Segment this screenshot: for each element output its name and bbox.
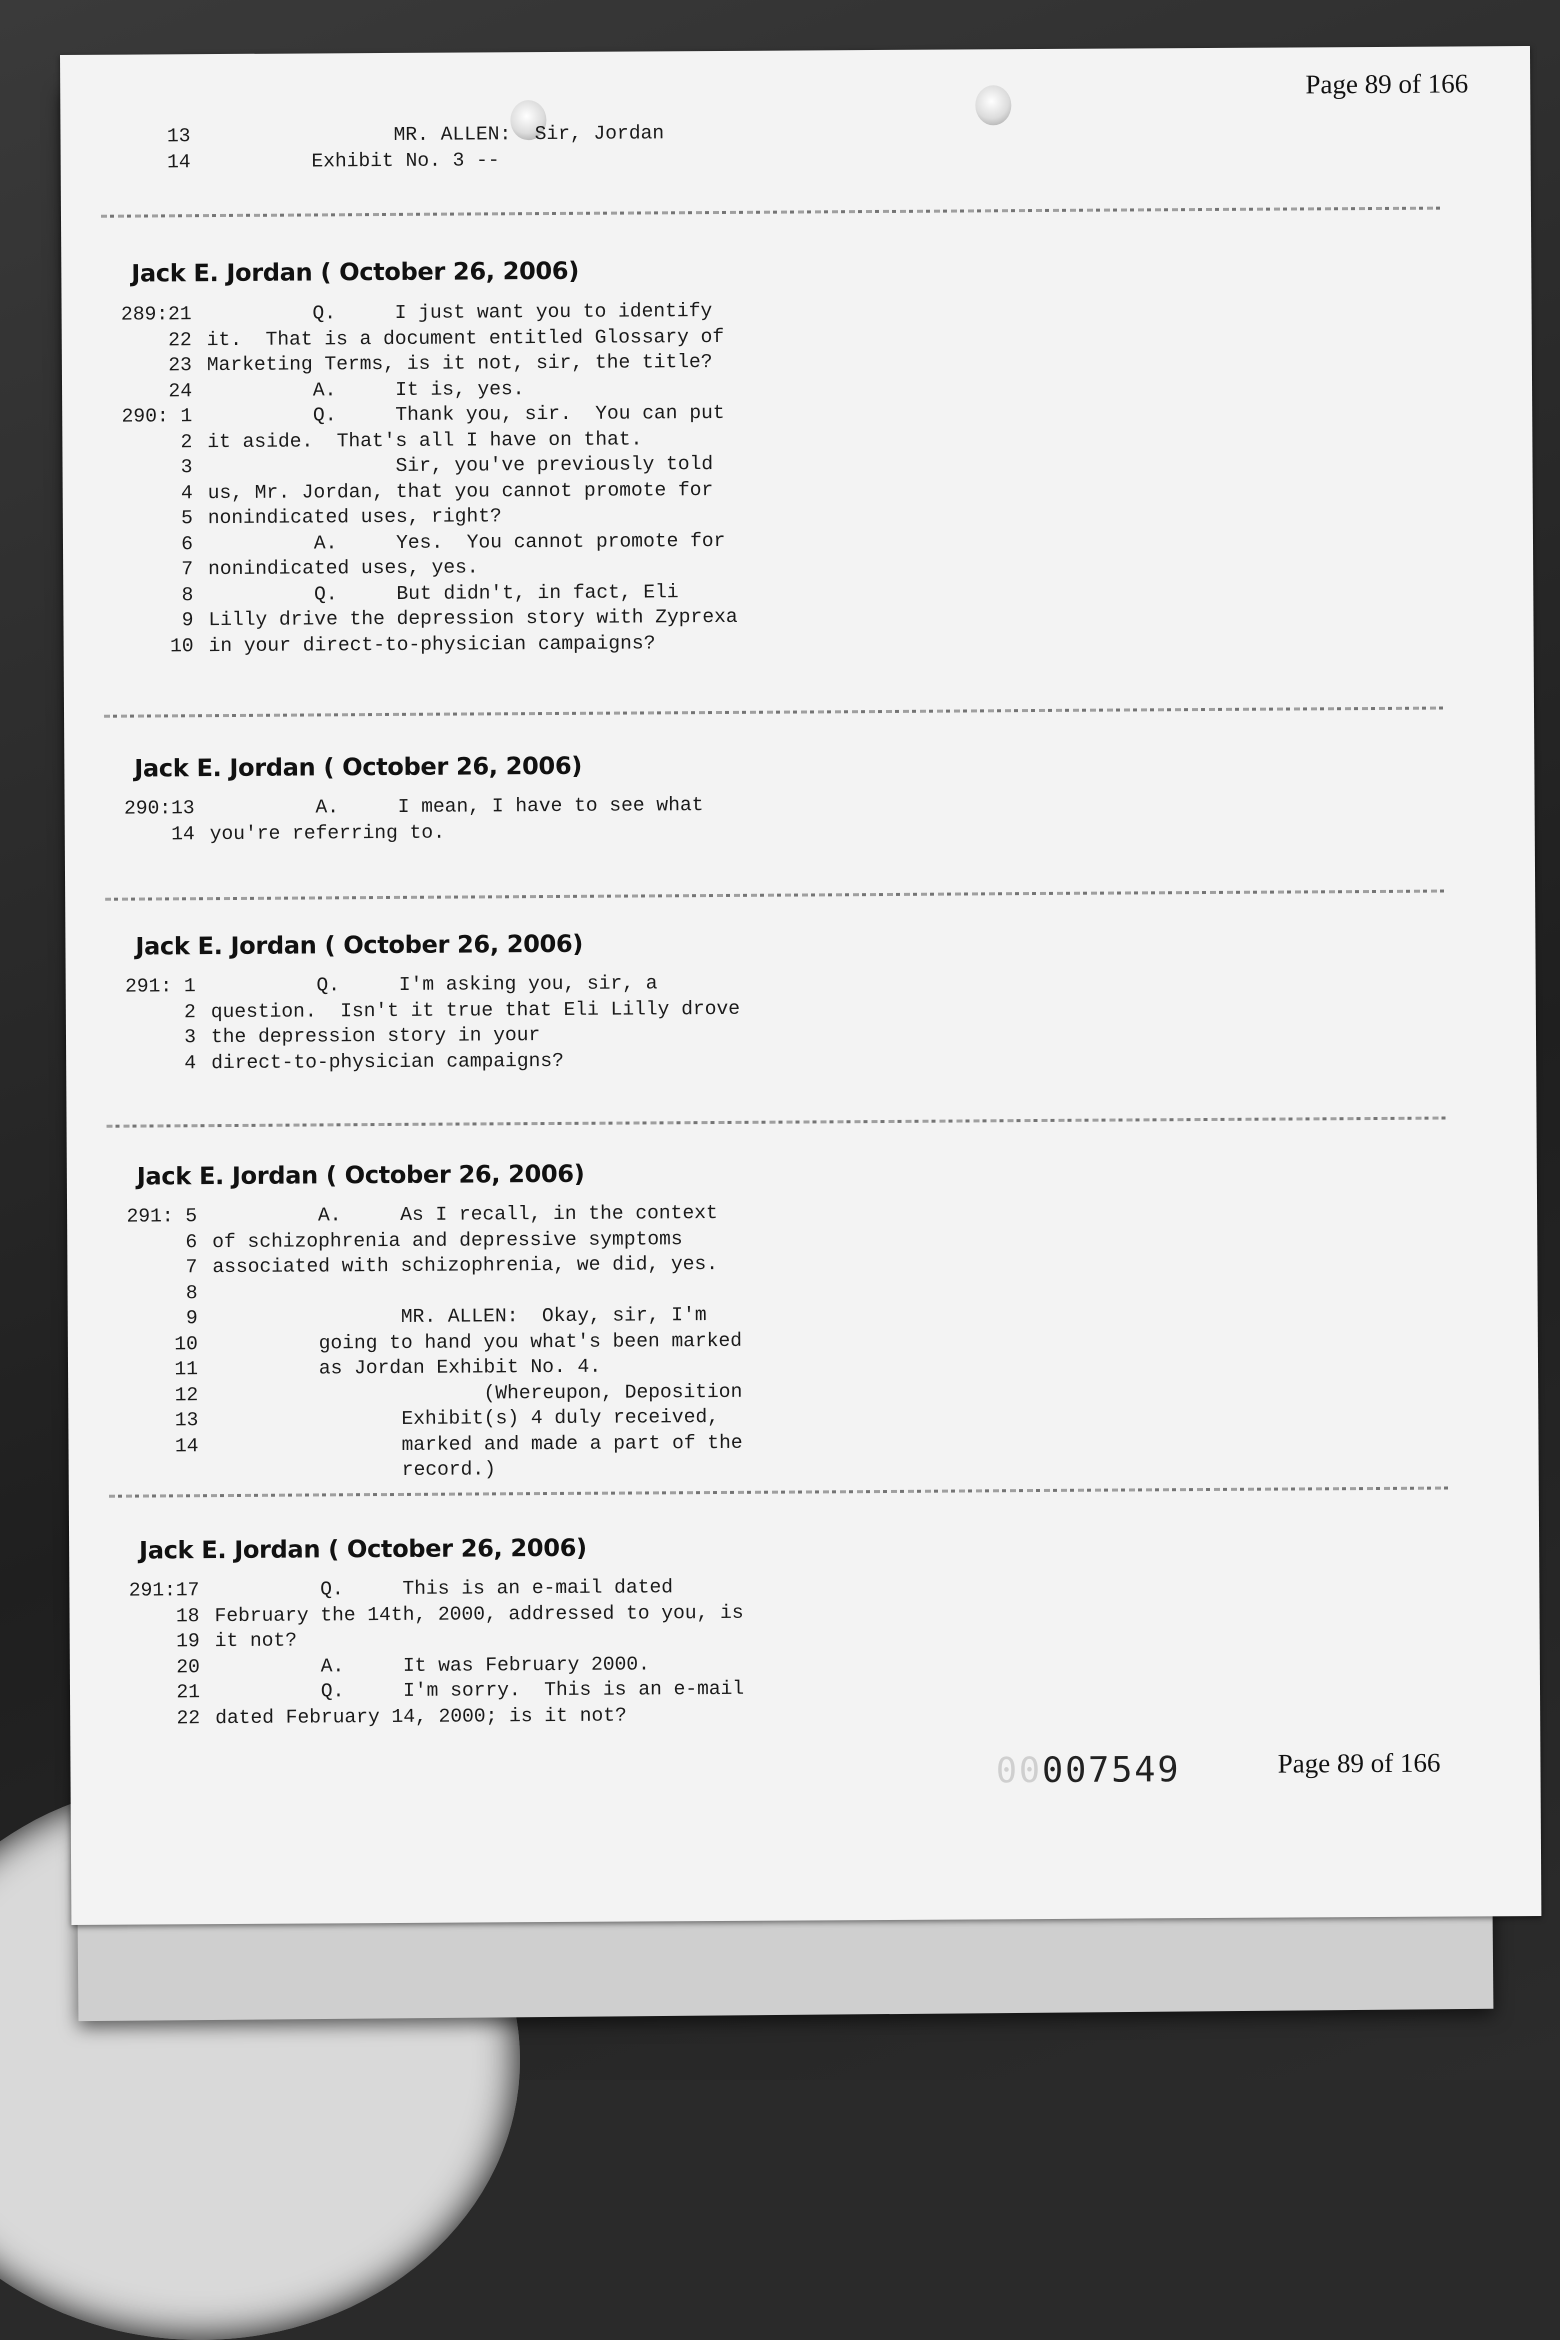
line-number: 291: 1	[125, 975, 196, 998]
line-number: 290: 1	[121, 405, 193, 428]
page-cut-line	[107, 1117, 1447, 1128]
line-number: 2	[184, 1000, 196, 1023]
line-number: 14	[174, 1434, 199, 1457]
line-text: record.)	[213, 1458, 496, 1483]
segment-heading: Jack E. Jordan ( October 26, 2006)	[139, 1533, 587, 1565]
line-text: question. Isn't it true that Eli Lilly drove	[210, 997, 741, 1023]
segment-heading: Jack E. Jordan ( October 26, 2006)	[131, 256, 580, 288]
line-number: 9	[181, 609, 194, 632]
line-number	[109, 1459, 199, 1460]
line-number: 7	[185, 1256, 198, 1279]
line-text: Q. Thank you, sir. You can put	[207, 401, 725, 428]
bates-number	[996, 1750, 1181, 1791]
line-number: 24	[168, 379, 193, 402]
line-number: 7	[181, 558, 194, 581]
line-text: Sir, you've previously told	[207, 453, 714, 479]
line-text: in your direct-to-physician campaigns?	[208, 631, 656, 657]
line-text: Q. I just want you to identify	[206, 300, 713, 326]
line-text: it aside. That's all I have on that.	[207, 427, 643, 453]
line-number: 10	[170, 634, 194, 657]
line-text: going to hand you what's been marked	[212, 1329, 743, 1355]
line-number: 22	[168, 328, 192, 351]
line-number: 13	[174, 1409, 199, 1432]
line-number: 4	[184, 1051, 197, 1074]
line-text: nonindicated uses, yes.	[208, 556, 479, 581]
line-number: 2	[180, 430, 193, 453]
line-number: 8	[181, 583, 194, 606]
line-number: 4	[180, 481, 193, 504]
line-text: A. It was February 2000.	[214, 1652, 650, 1678]
line-text: Q. I'm asking you, sir, a	[210, 972, 658, 998]
line-text: marked and made a part of the	[213, 1431, 743, 1457]
page-cut-line	[109, 1487, 1449, 1498]
line-text: A. Yes. You cannot promote for	[207, 529, 726, 555]
page-cut-line	[105, 890, 1445, 901]
line-number: 12	[174, 1383, 199, 1406]
line-number: 291: 5	[126, 1205, 198, 1228]
line-text: February the 14th, 2000, addressed to you, is	[214, 1601, 744, 1627]
line-number: 20	[176, 1655, 200, 1678]
line-text: it not?	[214, 1629, 298, 1653]
line-text: the depression story in your	[210, 1024, 541, 1049]
line-number: 11	[174, 1358, 199, 1381]
line-number: 22	[176, 1706, 201, 1729]
page-number-top: Page 89 of 166	[1305, 68, 1469, 100]
page-cut-line	[101, 207, 1441, 218]
line-text: Q. This is an e-mail dated	[214, 1576, 674, 1602]
line-number: 19	[176, 1630, 200, 1653]
line-text: of schizophrenia and depressive symptoms	[212, 1227, 683, 1253]
line-text: you're referring to.	[209, 821, 445, 845]
line-text: it. That is a document entitled Glossary of	[206, 325, 725, 351]
page-cut-line	[104, 707, 1444, 718]
punch-hole-right	[975, 85, 1011, 125]
line-text: (Whereupon, Deposition	[213, 1380, 743, 1406]
line-text: Exhibit(s) 4 duly received,	[213, 1406, 720, 1432]
line-text: as Jordan Exhibit No. 4.	[212, 1355, 602, 1381]
line-text: nonindicated uses, right?	[207, 505, 502, 530]
segment-heading: Jack E. Jordan ( October 26, 2006)	[136, 1159, 585, 1191]
line-number: 289:21	[120, 303, 192, 326]
line-number: 13	[166, 125, 191, 148]
line-text: Lilly drive the depression story with Zyprexa	[208, 605, 738, 632]
deposition-page	[60, 46, 1541, 1925]
line-number: 290:13	[123, 797, 195, 820]
line-text: direct-to-physician campaigns?	[211, 1049, 564, 1074]
line-number: 18	[175, 1604, 200, 1627]
line-number: 14	[167, 150, 191, 173]
line-text: A. I mean, I have to see what	[209, 794, 704, 820]
line-text: A. It is, yes.	[206, 377, 525, 402]
line-number: 8	[185, 1281, 198, 1304]
line-text: Q. But didn't, in fact, Eli	[208, 580, 679, 606]
line-number: 3	[184, 1026, 197, 1049]
bates-prefix: 00	[995, 1751, 1043, 1792]
line-text: MR. ALLEN: Okay, sir, I'm	[212, 1304, 707, 1330]
line-text: us, Mr. Jordan, that you cannot promote for	[207, 478, 714, 504]
line-text: Q. I'm sorry. This is an e-mail	[214, 1677, 745, 1704]
line-number: 9	[185, 1307, 198, 1330]
segment-heading: Jack E. Jordan ( October 26, 2006)	[135, 929, 584, 961]
line-number: 3	[180, 456, 193, 479]
line-number: 6	[181, 532, 194, 555]
line-text: Marketing Terms, is it not, sir, the title?	[206, 351, 713, 377]
segment-heading: Jack E. Jordan ( October 26, 2006)	[134, 751, 583, 783]
line-number: 23	[168, 354, 192, 377]
line-number: 21	[176, 1681, 201, 1704]
line-number: 6	[185, 1230, 198, 1253]
line-text: A. As I recall, in the context	[212, 1202, 718, 1228]
line-number: 291:17	[128, 1579, 200, 1602]
line-number: 5	[180, 507, 193, 530]
line-text: Exhibit No. 3 --	[205, 148, 500, 173]
line-text: associated with schizophrenia, we did, yes.	[212, 1253, 719, 1279]
line-number: 14	[171, 822, 195, 845]
line-number: 10	[174, 1332, 198, 1355]
bates-digits: 007549	[1041, 1750, 1181, 1792]
line-text: MR. ALLEN: Sir, Jordan	[205, 122, 665, 148]
line-text: dated February 14, 2000; is it not?	[215, 1704, 627, 1729]
page-number-bottom: Page 89 of 166	[1277, 1747, 1441, 1779]
